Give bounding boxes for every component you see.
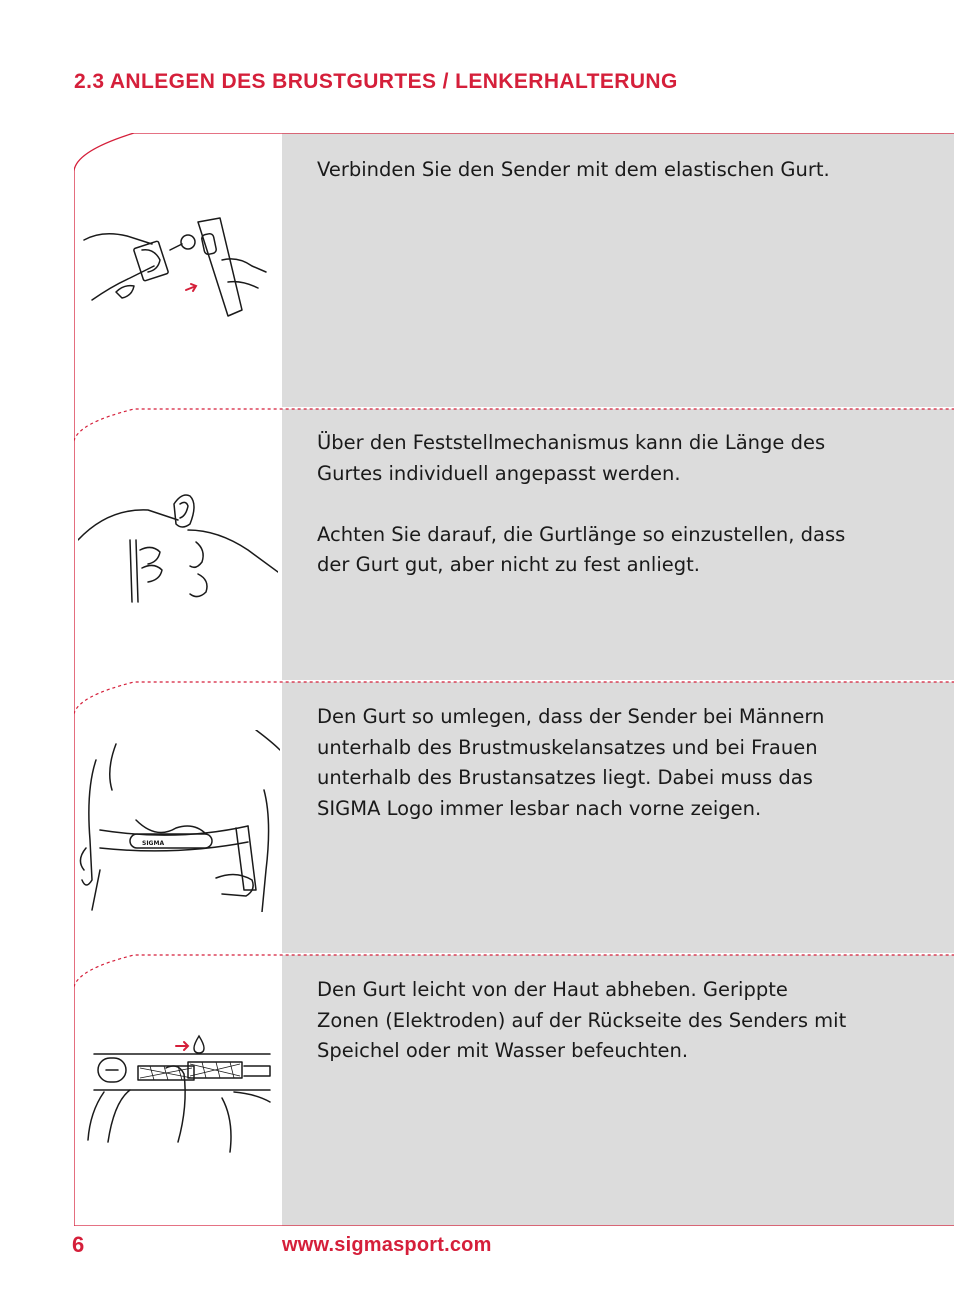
illustration-moisten-electrodes: [84, 1032, 276, 1154]
step-3-paragraph: Den Gurt so umlegen, dass der Sender bei Männern unterhalb des Brustmuskelansatzes und bei Frauen unterhalb des Brustansatzes liegt. Dabei muss das SIGMA Logo immer lesbar nach vorne zeigen.: [317, 705, 825, 820]
step-2-paragraph-2: Achten Sie darauf, die Gurtlänge so einzustellen, dass der Gurt gut, aber nicht zu fest anliegt.: [317, 522, 846, 576]
step-1-paragraph: Verbinden Sie den Sender mit dem elastischen Gurt.: [317, 158, 830, 181]
illustration-connect-transmitter: [82, 200, 278, 325]
step-4-text: [317, 975, 847, 1067]
step-3-text: [317, 702, 847, 824]
svg-text:SIGMA: SIGMA: [142, 840, 165, 847]
page-number: 6: [72, 1232, 85, 1257]
illustration-strap-on-chest: [76, 730, 280, 912]
step-4-paragraph: Den Gurt leicht von der Haut abheben. Gerippte Zonen (Elektroden) auf der Rückseite des Senders mit Speichel oder mit Wasser befeuchten.: [317, 978, 847, 1062]
illustration-adjust-strap: [78, 490, 278, 610]
step-1-text: [317, 155, 847, 186]
step-2-text: [317, 428, 847, 581]
step-2-paragraph-1: Über den Feststellmechanismus kann die Länge des Gurtes individuell angepasst werden.: [317, 431, 826, 485]
section-title: 2.3 ANLEGEN DES BRUSTGURTES / LENKERHALTERUNG: [74, 70, 678, 93]
footer-website-link[interactable]: www.sigmasport.com: [282, 1234, 492, 1256]
